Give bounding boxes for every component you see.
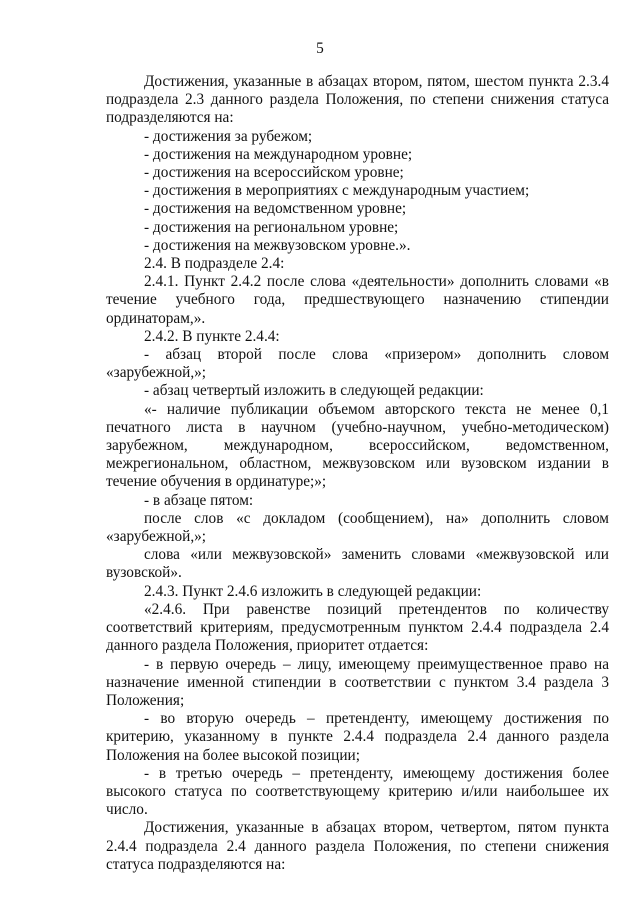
document-body bbox=[106, 73, 609, 874]
list-item: - достижения на всероссийском уровне; bbox=[144, 164, 404, 182]
paragraph: - во вторую очередь – претенденту, имеющему достижения по критерию, указанному в пункте 2.4.4 подраздела 2.4 данного раздела Положения на более высокой позиции; bbox=[106, 710, 609, 764]
paragraph: «2.4.6. При равенстве позиций претендентов по количеству соответствий критериям, предусмотренным пунктом 2.4.4 подраздела 2.4 данного раздела Положения, приоритет отдается: bbox=[106, 600, 609, 655]
list-item: - достижения на межвузовском уровне.». bbox=[144, 236, 411, 254]
paragraph: - в абзаце пятом: bbox=[144, 491, 254, 509]
paragraph: слова «или межвузовской» заменить словами «межвузовской или вузовской». bbox=[106, 546, 609, 582]
paragraph: «- наличие публикации объемом авторского текста не менее 0,1 печатного листа в научном (учебно-научном, учебно-методическом) зарубежном, международном, всероссийском, ведомственном, межрегиональном, областном, межвузовском или вузовском издании в течение обучения в ординатуре;»; bbox=[106, 400, 609, 491]
paragraph: Достижения, указанные в абзацах втором, пятом, шестом пункта 2.3.4 подраздела 2.3 данного раздела Положения, по степени снижения статуса подразделяются на: bbox=[106, 73, 609, 127]
list-item: - достижения за рубежом; bbox=[144, 127, 313, 145]
list-item: - достижения на международном уровне; bbox=[144, 145, 413, 163]
paragraph: Достижения, указанные в абзацах втором, четвертом, пятом пункта 2.4.4 подраздела 2.4 данного раздела Положения, по степени снижения статуса подразделяются на: bbox=[106, 819, 609, 873]
paragraph: 2.4.2. В пункте 2.4.4: bbox=[144, 327, 280, 345]
paragraph: - в третью очередь – претенденту, имеющему достижения более высокого статуса по соответствующему критерию и/или наибольшее их число. bbox=[106, 764, 609, 819]
paragraph: - абзац четвертый изложить в следующей редакции: bbox=[144, 382, 484, 400]
paragraph: 2.4.1. Пункт 2.4.2 после слова «деятельности» дополнить словами «в течение учебного года, предшествующего назначению стипендии ординаторам,». bbox=[106, 273, 609, 327]
paragraph: - в первую очередь – лицу, имеющему преимущественное право на назначение именной стипендии в соответствии с пунктом 3.4 раздела 3 Положения; bbox=[106, 655, 609, 709]
paragraph: 2.4.3. Пункт 2.4.6 изложить в следующей редакции: bbox=[144, 582, 482, 600]
page-number: 5 bbox=[316, 40, 324, 57]
list-item: - достижения на региональном уровне; bbox=[144, 218, 399, 236]
section-heading: 2.4. В подразделе 2.4: bbox=[144, 255, 285, 273]
paragraph: - абзац второй после слова «призером» дополнить словом «зарубежной,»; bbox=[106, 346, 609, 382]
paragraph: после слов «с докладом (сообщением), на» дополнить словом «зарубежной,»; bbox=[106, 509, 609, 546]
list-item: - достижения в мероприятиях с международным участием; bbox=[144, 182, 530, 200]
list-item: - достижения на ведомственном уровне; bbox=[144, 200, 407, 218]
